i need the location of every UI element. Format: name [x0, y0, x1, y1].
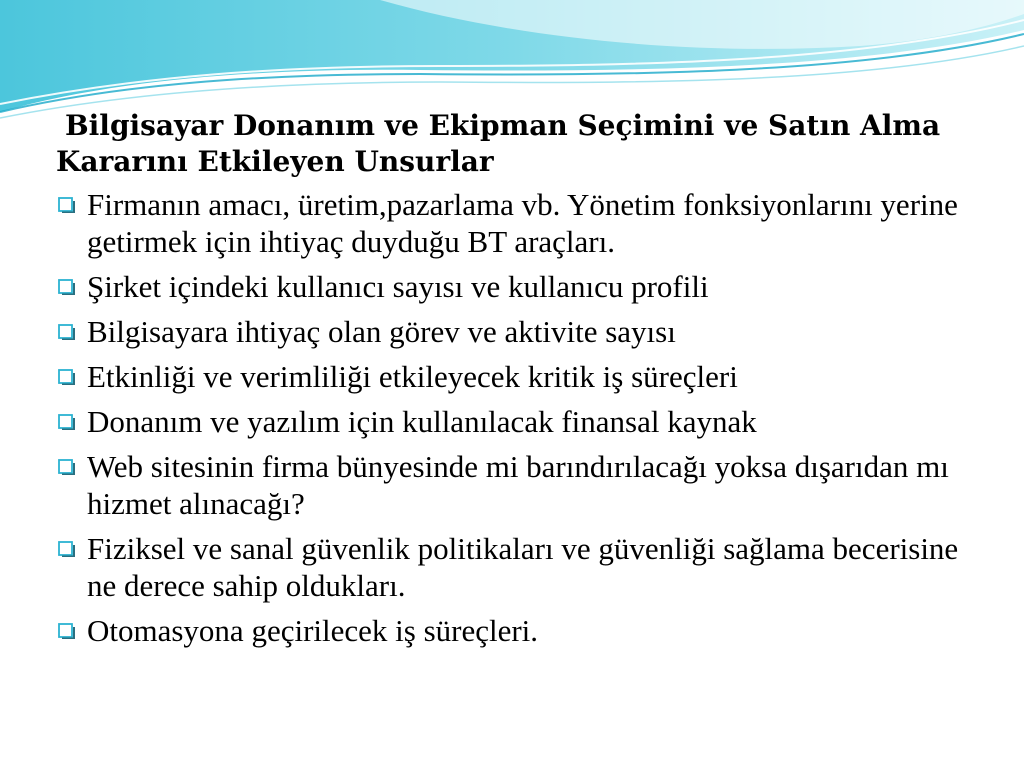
list-item: [56, 358, 976, 395]
hollow-square-bullet-icon: [58, 541, 76, 558]
bullet-text: Firmanın amacı, üretim,pazarlama vb. Yönetim fonksiyonlarını yerine getirmek için ihtiyaç duyduğu BT araçları.: [87, 187, 958, 259]
slide-content: [56, 108, 976, 657]
hollow-square-bullet-icon: [58, 197, 76, 214]
slide-title: Bilgisayar Donanım ve Ekipman Seçimini ve Satın Alma Kararını Etkileyen Unsurlar: [56, 109, 941, 178]
list-item: [56, 268, 976, 305]
hollow-square-bullet-icon: [58, 414, 76, 431]
bullet-text: Bilgisayara ihtiyaç olan görev ve aktivite sayısı: [87, 314, 676, 349]
bullet-text: Şirket içindeki kullanıcı sayısı ve kullanıcu profili: [87, 269, 709, 304]
bullet-text: Fiziksel ve sanal güvenlik politikaları ve güvenliği sağlama becerisine ne derece sahip oldukları.: [87, 531, 959, 603]
hollow-square-bullet-icon: [58, 459, 76, 476]
list-item: [56, 313, 976, 350]
hollow-square-bullet-icon: [58, 324, 76, 341]
hollow-square-bullet-icon: [58, 279, 76, 296]
list-item: [56, 403, 976, 440]
list-item: [56, 530, 976, 604]
hollow-square-bullet-icon: [58, 623, 76, 640]
bullet-text: Web sitesinin firma bünyesinde mi barındırılacağı yoksa dışarıdan mı hizmet alınacağı?: [87, 449, 949, 521]
top-wave-decoration: [0, 0, 1024, 120]
bullet-text: Otomasyona geçirilecek iş süreçleri.: [87, 613, 539, 648]
hollow-square-bullet-icon: [58, 369, 76, 386]
list-item: [56, 612, 976, 649]
list-item: [56, 186, 976, 260]
bullet-list: [56, 186, 976, 649]
list-item: [56, 448, 976, 522]
bullet-text: Donanım ve yazılım için kullanılacak finansal kaynak: [87, 404, 757, 439]
bullet-text: Etkinliği ve verimliliği etkileyecek kritik iş süreçleri: [87, 359, 738, 394]
